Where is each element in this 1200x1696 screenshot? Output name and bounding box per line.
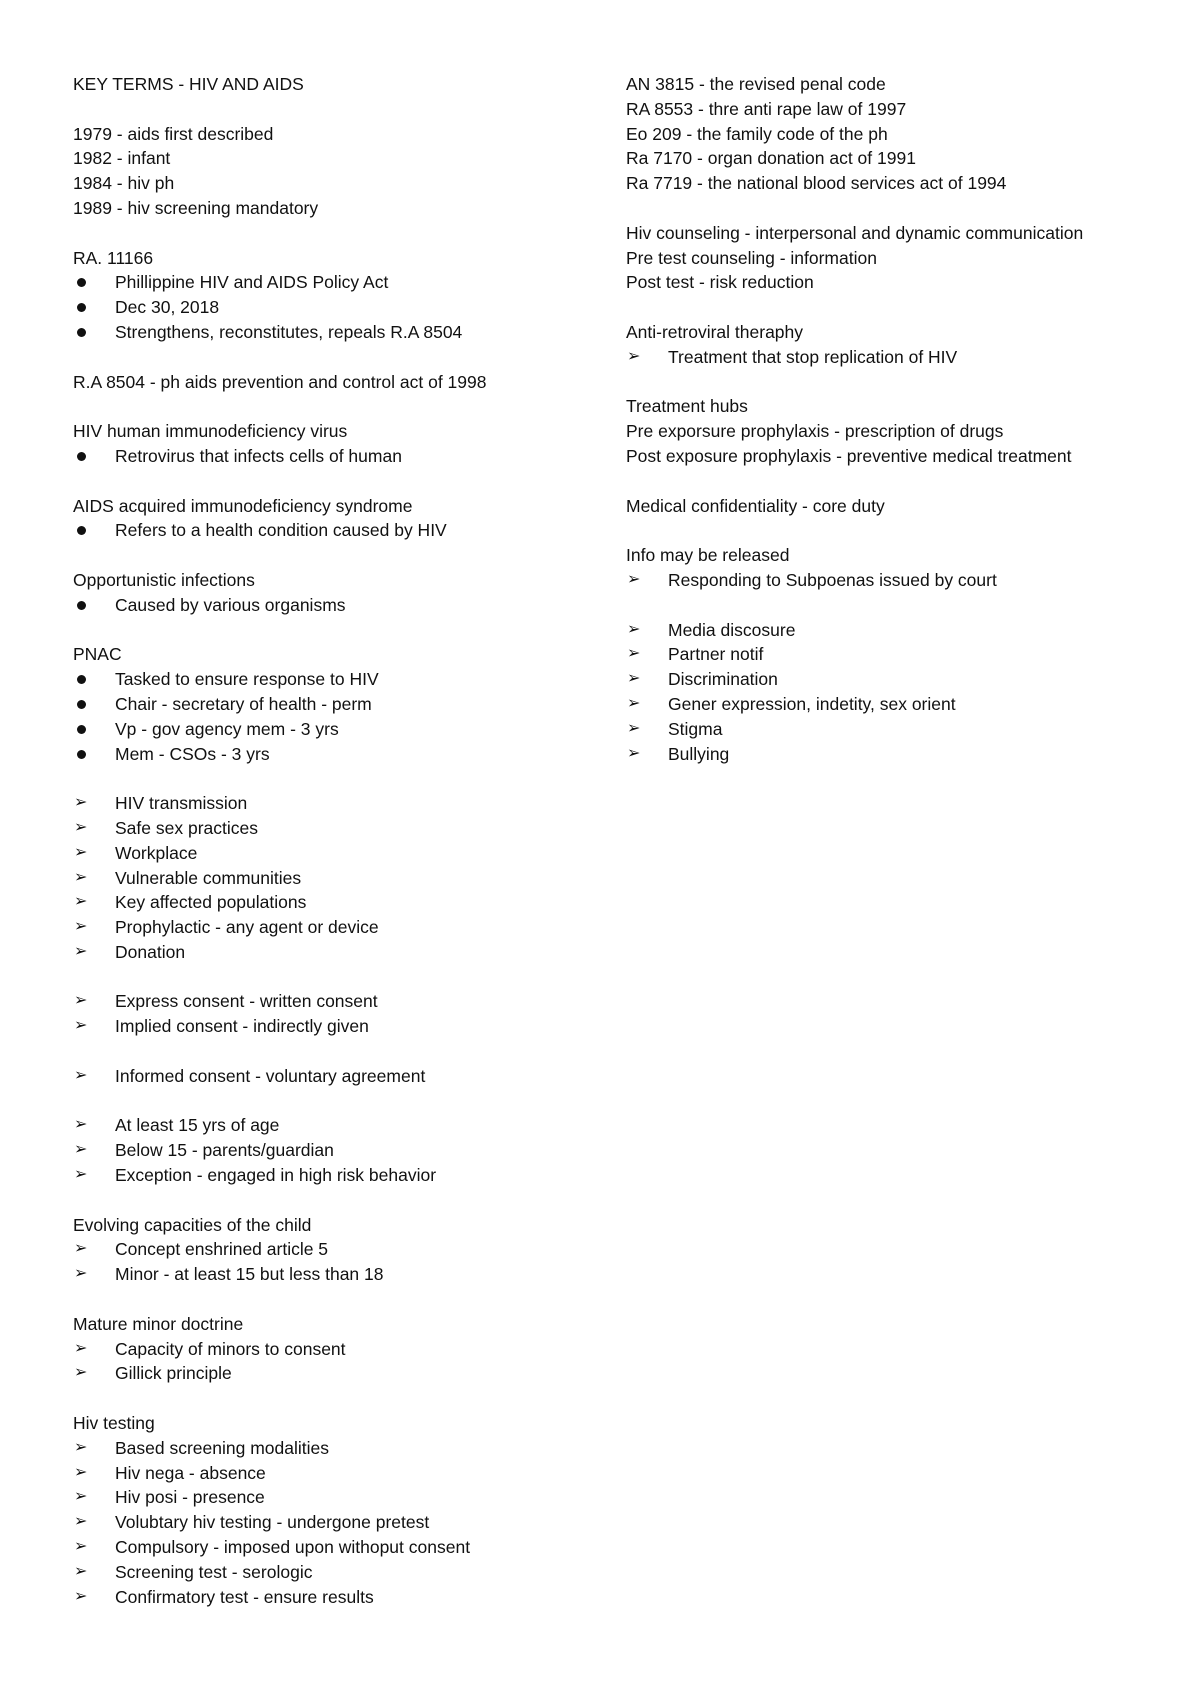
text-line: AIDS acquired immunodeficiency syndrome (73, 495, 413, 516)
blank-line (626, 469, 1186, 494)
arrow-item (73, 1485, 613, 1510)
item-text: Screening test - serologic (115, 1561, 313, 1582)
text-line: Ra 7170 - organ donation act of 1991 (626, 148, 916, 169)
blank-line (626, 295, 1186, 320)
arrow-bullet-icon: ➢ (627, 620, 641, 638)
arrow-item (73, 866, 613, 891)
item-text: Volubtary hiv testing - undergone pretest (115, 1512, 430, 1533)
bullet-item (73, 444, 613, 469)
item-text: Hiv nega - absence (115, 1462, 266, 1483)
bullet-item (73, 717, 613, 742)
arrow-item (73, 1535, 613, 1560)
text-line: Post test - risk reduction (626, 272, 814, 293)
arrow-item (626, 742, 1186, 767)
arrow-bullet-icon: ➢ (627, 347, 641, 365)
item-text: Express consent - written consent (115, 991, 378, 1012)
arrow-item (73, 1436, 613, 1461)
item-text: At least 15 yrs of age (115, 1115, 280, 1136)
text-line: Pre test counseling - information (626, 247, 877, 268)
item-text: Concept enshrined article 5 (115, 1239, 329, 1260)
item-text: Gillick principle (115, 1363, 232, 1384)
item-text: Safe sex practices (115, 817, 258, 838)
arrow-bullet-icon: ➢ (74, 868, 88, 886)
arrow-bullet-icon: ➢ (74, 1339, 88, 1357)
bullet-item (73, 692, 613, 717)
arrow-bullet-icon: ➢ (627, 744, 641, 762)
text-line: Anti-retroviral theraphy (626, 321, 804, 342)
item-text: Minor - at least 15 but less than 18 (115, 1264, 384, 1285)
arrow-item (73, 915, 613, 940)
item-text: Donation (115, 941, 186, 962)
item-text: Vp - gov agency mem - 3 yrs (115, 718, 339, 739)
text-line: AN 3815 - the revised penal code (626, 74, 886, 94)
item-text: Capacity of minors to consent (115, 1338, 346, 1359)
item-text: Below 15 - parents/guardian (115, 1140, 334, 1161)
arrow-bullet-icon: ➢ (74, 992, 88, 1010)
blank-line (73, 469, 613, 494)
blank-line (73, 345, 613, 370)
item-text: Informed consent - voluntary agreement (115, 1065, 426, 1086)
arrow-item (73, 1163, 613, 1188)
arrow-bullet-icon: ➢ (74, 818, 88, 836)
arrow-item (73, 1014, 613, 1039)
text-line: Post exposure prophylaxis - preventive medical treatment (626, 445, 1072, 466)
arrow-item (626, 568, 1186, 593)
arrow-bullet-icon: ➢ (74, 794, 88, 812)
arrow-item (73, 1113, 613, 1138)
item-text: Prophylactic - any agent or device (115, 917, 379, 938)
arrow-bullet-icon: ➢ (74, 1265, 88, 1283)
blank-line (73, 1386, 613, 1411)
arrow-bullet-icon: ➢ (74, 1017, 88, 1035)
arrow-bullet-icon: ➢ (74, 1141, 88, 1159)
text-line: Evolving capacities of the child (73, 1214, 312, 1235)
text-line: 1984 - hiv ph (73, 173, 175, 194)
item-text: Phillippine HIV and AIDS Policy Act (115, 272, 389, 293)
text-line: Treatment hubs (626, 396, 748, 417)
arrow-bullet-icon: ➢ (74, 1538, 88, 1556)
text-line: Medical confidentiality - core duty (626, 495, 885, 516)
blank-line (73, 394, 613, 419)
arrow-item (73, 1262, 613, 1287)
arrow-item (626, 642, 1186, 667)
arrow-bullet-icon: ➢ (74, 1488, 88, 1506)
item-text: Partner notif (668, 644, 764, 665)
arrow-bullet-icon: ➢ (74, 942, 88, 960)
arrow-item (73, 1337, 613, 1362)
arrow-bullet-icon: ➢ (627, 719, 641, 737)
arrow-bullet-icon: ➢ (74, 1438, 88, 1456)
item-text: Gener expression, indetity, sex orient (668, 693, 956, 714)
item-text: Exception - engaged in high risk behavior (115, 1165, 437, 1186)
blank-line (73, 618, 613, 643)
arrow-item (73, 940, 613, 965)
text-line: 1989 - hiv screening mandatory (73, 197, 319, 218)
arrow-item (73, 791, 613, 816)
arrow-bullet-icon: ➢ (74, 1066, 88, 1084)
arrow-item (73, 1138, 613, 1163)
item-text: HIV transmission (115, 793, 248, 814)
item-text: Based screening modalities (115, 1437, 330, 1458)
blank-line (626, 196, 1186, 221)
item-text: Hiv posi - presence (115, 1487, 265, 1508)
arrow-bullet-icon: ➢ (74, 1587, 88, 1605)
text-line: Opportunistic infections (73, 569, 255, 590)
arrow-item (626, 667, 1186, 692)
blank-line (73, 97, 613, 122)
item-text: Strengthens, reconstitutes, repeals R.A 8504 (115, 321, 463, 342)
arrow-bullet-icon: ➢ (627, 570, 641, 588)
arrow-item (73, 1237, 613, 1262)
arrow-item (626, 692, 1186, 717)
text-line: Ra 7719 - the national blood services act of 1994 (626, 173, 1007, 194)
arrow-bullet-icon: ➢ (74, 1116, 88, 1134)
arrow-item (73, 1361, 613, 1386)
arrow-item (73, 841, 613, 866)
text-line: HIV human immunodeficiency virus (73, 421, 348, 442)
item-text: Refers to a health condition caused by HIV (115, 520, 447, 541)
arrow-item (73, 1461, 613, 1486)
text-line: KEY TERMS - HIV AND AIDS (73, 74, 304, 94)
blank-line (73, 766, 613, 791)
right-column (626, 72, 1186, 766)
text-line: Hiv counseling - interpersonal and dynamic communication (626, 222, 1084, 243)
text-line: 1979 - aids first described (73, 123, 274, 144)
arrow-item (73, 1064, 613, 1089)
arrow-item (73, 1585, 613, 1610)
bullet-item (73, 518, 613, 543)
bullet-item (73, 320, 613, 345)
item-text: Mem - CSOs - 3 yrs (115, 743, 270, 764)
item-text: Retrovirus that infects cells of human (115, 445, 402, 466)
blank-line (73, 1039, 613, 1064)
item-text: Vulnerable communities (115, 867, 302, 888)
arrow-item (626, 618, 1186, 643)
item-text: Confirmatory test - ensure results (115, 1586, 374, 1607)
text-line: Pre exporsure prophylaxis - prescription of drugs (626, 421, 1004, 442)
arrow-item (73, 989, 613, 1014)
arrow-bullet-icon: ➢ (627, 670, 641, 688)
item-text: Tasked to ensure response to HIV (115, 669, 379, 690)
arrow-bullet-icon: ➢ (74, 893, 88, 911)
arrow-bullet-icon: ➢ (627, 645, 641, 663)
blank-line (73, 1089, 613, 1114)
arrow-item (73, 1560, 613, 1585)
item-text: Bullying (668, 743, 730, 764)
bullet-item (73, 295, 613, 320)
arrow-item (73, 816, 613, 841)
arrow-item (626, 717, 1186, 742)
arrow-item (73, 890, 613, 915)
item-text: Caused by various organisms (115, 594, 346, 615)
text-line: Eo 209 - the family code of the ph (626, 123, 888, 144)
item-text: Media discosure (668, 619, 796, 640)
arrow-item (73, 1510, 613, 1535)
text-line: R.A 8504 - ph aids prevention and control act of 1998 (73, 371, 487, 392)
bullet-item (73, 667, 613, 692)
arrow-bullet-icon: ➢ (74, 1240, 88, 1258)
arrow-bullet-icon: ➢ (74, 1463, 88, 1481)
blank-line (626, 518, 1186, 543)
arrow-bullet-icon: ➢ (627, 694, 641, 712)
text-line: PNAC (73, 644, 122, 665)
blank-line (626, 370, 1186, 395)
item-text: Compulsory - imposed upon withoput consent (115, 1537, 471, 1558)
arrow-bullet-icon: ➢ (74, 1562, 88, 1580)
blank-line (73, 965, 613, 990)
text-line: 1982 - infant (73, 148, 171, 169)
blank-line (73, 1287, 613, 1312)
arrow-bullet-icon: ➢ (74, 843, 88, 861)
arrow-bullet-icon: ➢ (74, 1513, 88, 1531)
item-text: Chair - secretary of health - perm (115, 693, 372, 714)
text-line: Mature minor doctrine (73, 1313, 244, 1334)
item-text: Workplace (115, 842, 198, 863)
item-text: Dec 30, 2018 (115, 297, 220, 318)
blank-line (73, 543, 613, 568)
text-line: Hiv testing (73, 1413, 155, 1434)
left-column (73, 72, 613, 1609)
item-text: Key affected populations (115, 892, 307, 913)
text-line: RA 8553 - thre anti rape law of 1997 (626, 98, 907, 119)
text-line: RA. 11166 (73, 247, 154, 268)
text-line: Info may be released (626, 545, 790, 566)
arrow-bullet-icon: ➢ (74, 1364, 88, 1382)
item-text: Stigma (668, 718, 723, 739)
item-text: Implied consent - indirectly given (115, 1016, 369, 1037)
blank-line (73, 1188, 613, 1213)
bullet-item (73, 593, 613, 618)
bullet-item (73, 742, 613, 767)
bullet-item (73, 270, 613, 295)
item-text: Treatment that stop replication of HIV (668, 346, 958, 367)
blank-line (626, 593, 1186, 618)
arrow-item (626, 345, 1186, 370)
arrow-bullet-icon: ➢ (74, 1166, 88, 1184)
item-text: Discrimination (668, 669, 778, 690)
item-text: Responding to Subpoenas issued by court (668, 569, 997, 590)
arrow-bullet-icon: ➢ (74, 918, 88, 936)
blank-line (73, 221, 613, 246)
